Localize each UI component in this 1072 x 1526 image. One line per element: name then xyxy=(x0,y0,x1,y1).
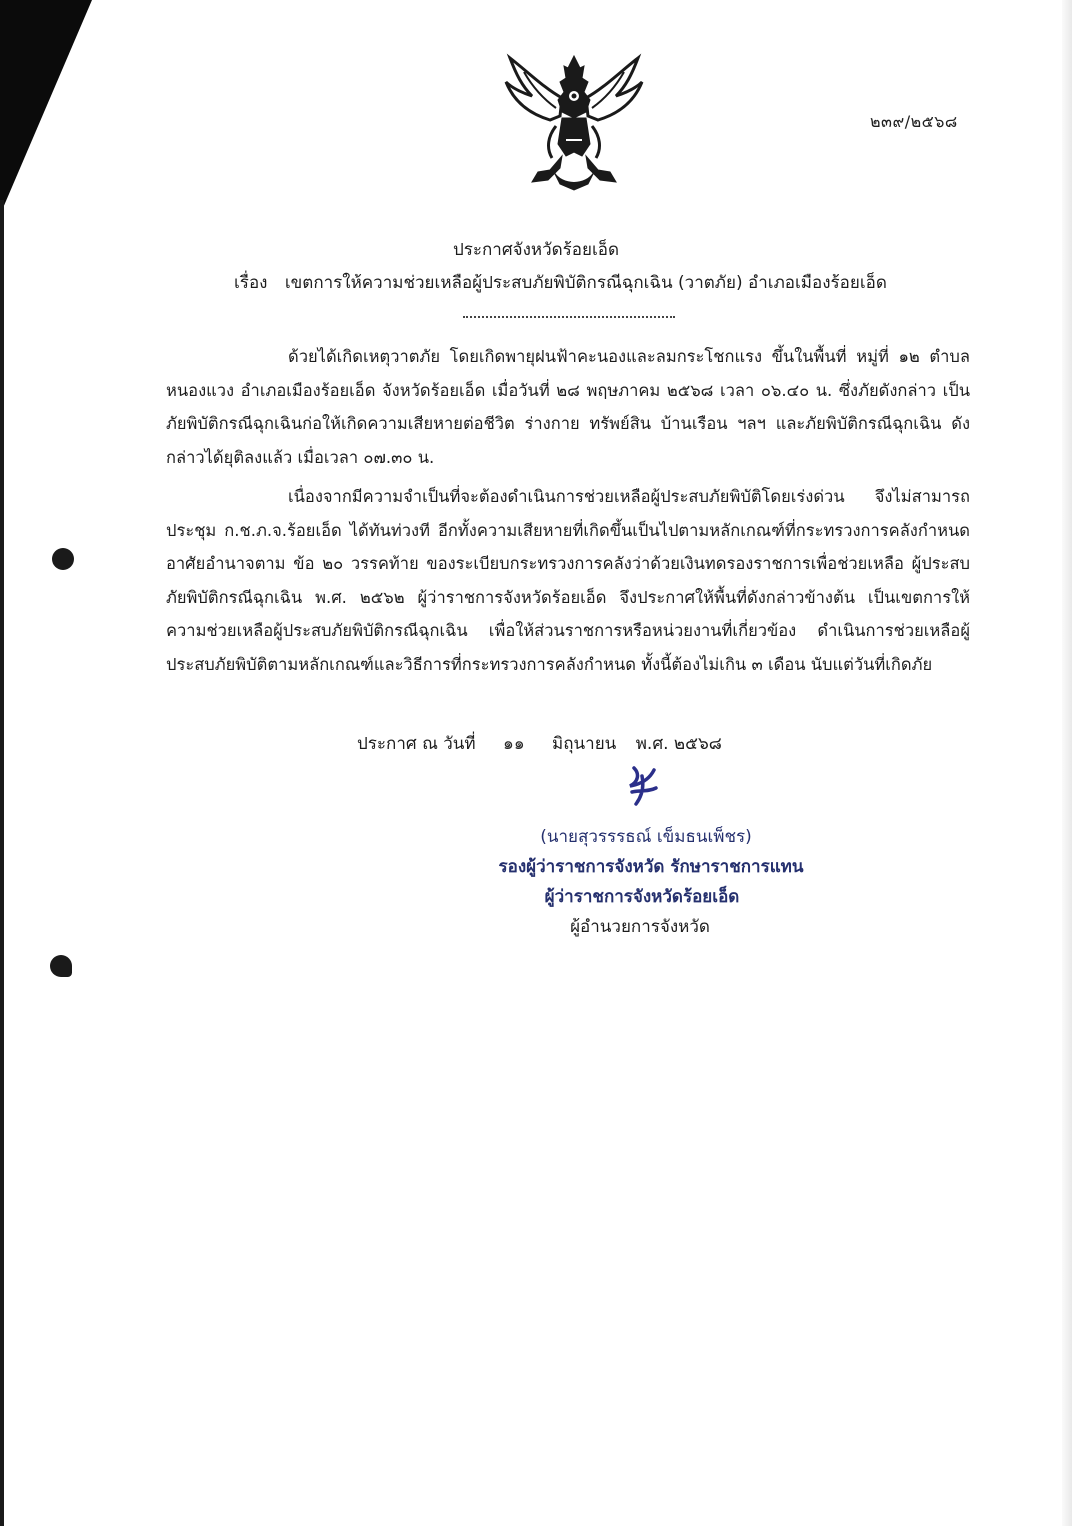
body-paragraph xyxy=(166,340,970,474)
signatory-position: ผู้อำนวยการจังหวัด xyxy=(570,917,710,937)
date-prefix: ประกาศ ณ วันที่ xyxy=(357,734,476,754)
paragraph-text: ด้วยได้เกิดเหตุวาตภัย โดยเกิดพายุฝนฟ้าคะนองและลมกระโชกแรง ขึ้นในพื้นที่ หมู่ที่ ๑๒ ตำบลหนองแวง อำเภอเมืองร้อยเอ็ด จังหวัดร้อยเอ็ด เมื่อวันที่ ๒๘ พฤษภาคม ๒๕๖๘ เวลา ๐๖.๔๐ น. ซึ่งภัยดังกล่าว เป็นภัยพิบัติกรณีฉุกเฉินก่อให้เกิดความเสียหายต่อชีวิต ร่างกาย ทรัพย์สิน บ้านเรือน ฯลฯ และภัยพิบัติกรณีฉุกเฉิน ดังกล่าวได้ยุติลงแล้ว เมื่อเวลา ๐๗.๓๐ น. xyxy=(166,347,970,467)
scan-edge-right xyxy=(1062,0,1072,1526)
date-year: พ.ศ. ๒๕๖๘ xyxy=(635,734,722,754)
signature-block xyxy=(0,822,1072,942)
document-number: ๒๓๙/๒๕๖๘ xyxy=(870,112,958,131)
announcement-date xyxy=(357,730,736,757)
punch-hole xyxy=(50,955,72,977)
body-paragraph xyxy=(166,480,970,681)
signatory-position: รองผู้ว่าราชการจังหวัด รักษาราชการแทน xyxy=(498,857,804,877)
paragraph-text: เนื่องจากมีความจำเป็นที่จะต้องดำเนินการช่วยเหลือผู้ประสบภัยพิบัติโดยเร่งด่วน จึงไม่สามารถ ประชุม ก.ช.ภ.จ.ร้อยเอ็ด ได้ทันท่วงที อีกทั้งความเสียหายที่เกิดขึ้นเป็นไปตามหลักเกณฑ์ที่กระทรวงการคลังกำหนด อาศัยอำนาจตาม ข้อ ๒๐ วรรคท้าย ของระเบียบกระทรวงการคลังว่าด้วยเงินทดรองราชการเพื่อช่วยเหลือ ผู้ประสบภัยพิบัติกรณีฉุกเฉิน พ.ศ. ๒๕๖๒ ผู้ว่าราชการจังหวัดร้อยเอ็ด จึงประกาศให้พื้นที่ดังกล่าวข้างต้น เป็นเขตการให้ความช่วยเหลือผู้ประสบภัยพิบัติกรณีฉุกเฉิน เพื่อให้ส่วนราชการหรือหน่วยงานที่เกี่ยวข้อง ดำเนินการช่วยเหลือผู้ประสบภัยพิบัติตามหลักเกณฑ์และวิธีการที่กระทรวงการคลังกำหนด ทั้งนี้ต้องไม่เกิน ๓ เดือน นับแต่วันที่เกิดภัย xyxy=(166,487,970,674)
scan-corner-shadow xyxy=(0,0,92,215)
subject-text: เขตการให้ความช่วยเหลือผู้ประสบภัยพิบัติกรณีฉุกเฉิน (วาตภัย) อำเภอเมืองร้อยเอ็ด xyxy=(284,273,887,293)
subject-line xyxy=(234,269,887,296)
signatory-position: ผู้ว่าราชการจังหวัดร้อยเอ็ด xyxy=(544,887,740,907)
date-day: ๑๑ xyxy=(503,734,525,754)
handwritten-signature xyxy=(620,762,666,808)
date-month: มิถุนายน xyxy=(552,734,617,754)
announcement-title: ประกาศจังหวัดร้อยเอ็ด xyxy=(452,240,620,260)
subject-label: เรื่อง xyxy=(234,273,268,293)
dotted-divider xyxy=(463,316,675,318)
garuda-emblem-icon xyxy=(502,52,646,198)
punch-hole xyxy=(52,548,74,570)
signatory-name: (นายสุวรรรธณ์ เข็มธนเพ็ชร) xyxy=(540,827,752,847)
